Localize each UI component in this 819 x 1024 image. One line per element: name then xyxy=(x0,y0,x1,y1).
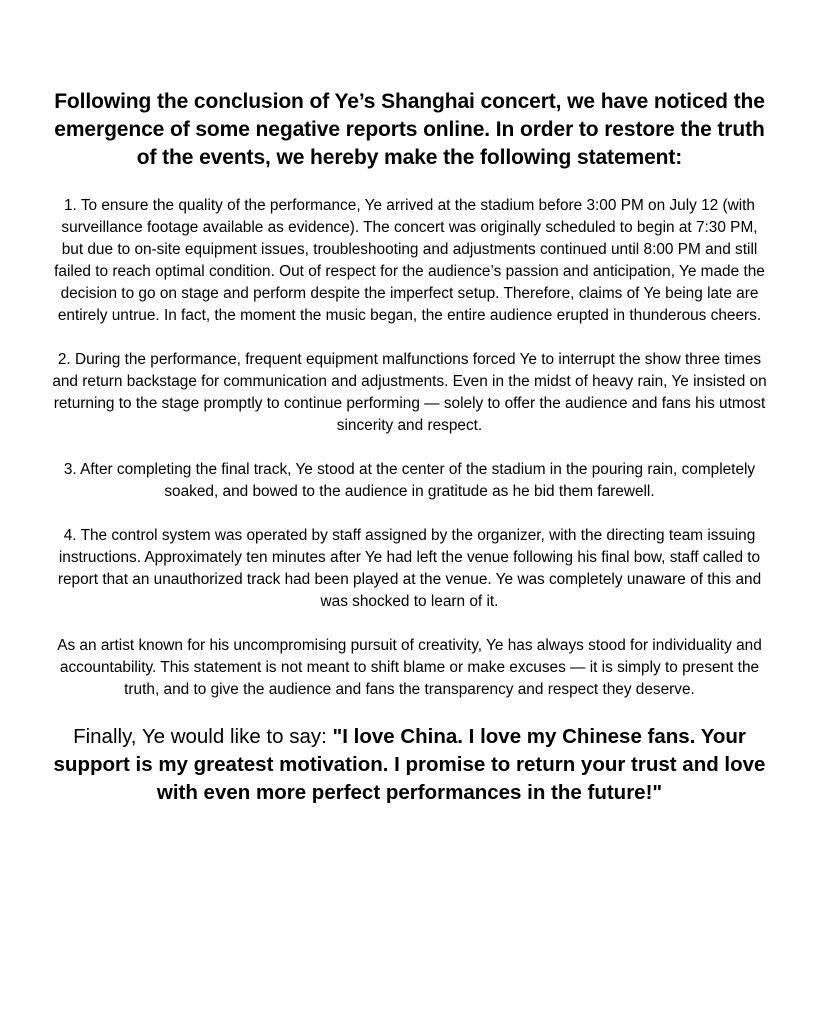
statement-paragraph-2: 2. During the performance, frequent equipment malfunctions forced Ye to interrupt the show three times and return backstage for communication and adjustments. Even in the midst of heavy rain, Ye insisted on returning to the stage promptly to continue performing — solely to offer the audience and fans his utmost sincerity and respect. xyxy=(52,351,767,434)
statement-paragraph-5: As an artist known for his uncompromising pursuit of creativity, Ye has always stood for individuality and accountability. This statement is not meant to shift blame or make excuses — it is simply to present the truth, and to give the audience and fans the transparency and respect they deserve. xyxy=(57,637,762,698)
statement-paragraph-4: 4. The control system was operated by staff assigned by the organizer, with the directing team issuing instructions. Approximately ten minutes after Ye had left the venue following his final bow, staff called to report that an unauthorized track had been played at the venue. Ye was completely unaware of this and was shocked to learn of it. xyxy=(57,527,762,610)
statement-paragraph-1: 1. To ensure the quality of the performance, Ye arrived at the stadium before 3:00 PM on July 12 (with surveillance footage available as evidence). The concert was originally scheduled to begin at 7:30 PM, but due to on-site equipment issues, troubleshooting and adjustments continued until 8:00 PM and still failed to reach optimal condition. Out of respect for the audience’s passion and anticipation, Ye made the decision to go on stage and perform despite the imperfect setup. Therefore, claims of Ye being late are entirely untrue. In fact, the moment the music began, the entire audience erupted in thunderous cheers. xyxy=(54,197,765,324)
closing-message xyxy=(50,723,769,807)
closing-quote: "I love China. I love my Chinese fans. Your support is my greatest motivation. I promise to return your trust and love with even more perfect performances in the future!" xyxy=(53,725,766,804)
statement-headline: Following the conclusion of Ye’s Shanghai concert, we have noticed the emergence of some negative reports online. In order to restore the truth of the events, we hereby make the following statement: xyxy=(54,90,765,169)
statement-paragraph-3: 3. After completing the final track, Ye stood at the center of the stadium in the pouring rain, completely soaked, and bowed to the audience in gratitude as he bid them farewell. xyxy=(63,461,756,500)
closing-intro: Finally, Ye would like to say: xyxy=(73,725,333,748)
